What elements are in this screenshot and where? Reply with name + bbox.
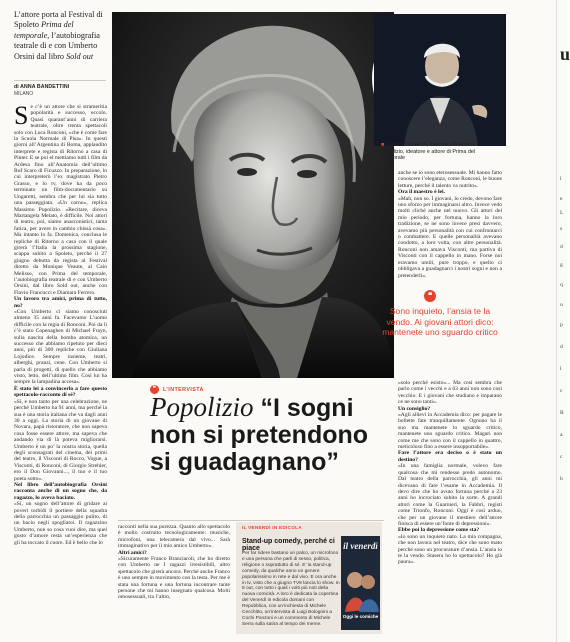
edge-text-fragment: L	[560, 210, 564, 216]
paragraph: racconti nella sua purezza. Quanto allo spettacolo è molto costruito tecnologicamente: musiche, microfoni, una telecamera dal vivo... Sarà immaginativo per il mio amico Umberto».	[118, 524, 230, 550]
portrait-photo	[112, 12, 394, 378]
answer: «Io sono un inquieto nato. La mia compagna, che non lavora nel teatro, dice che sono mato perché sono un procurature d’ansia. L’ansia io te la vendo. Stasera ho lo spettacolo? Ho già paura».	[398, 533, 502, 566]
answer: «Sicuramente Franco Branciaroli, che ho diretto con Umberto ne I ragazzi irresistibili, altro spettacolo che girerà ancora. Perché anche Franco è uno sempre in movimento con la testa. Per me è stata una fortuna e una fortuna incontrare tante persone che mi hanno insegnato qualcosa. Molti omosessuali, tra l’altro,	[118, 556, 230, 601]
question: Nel libro dell’autobiografia Orsini racconta anche di un sogno che, da ragazzo, lo aveva baciato.	[14, 481, 107, 501]
intro-text-2: , l’autobiografia teatrale di e con Umberto Orsini dal libro	[14, 30, 100, 61]
answer: «solo perché esisto»... Ma così sembra che parlo come i vecchi e a 63 anni non sono così vecchio. E i giovani che studiano e imparano ce ne sono tanti».	[398, 380, 502, 406]
edge-headline-fragment: u	[560, 44, 570, 64]
inset-caption-text: Umberto Orsini 4, insieme a Massimo Popolizio, ideatore e attore di Prima del temporale	[381, 142, 476, 162]
edge-text-fragment: u	[560, 302, 563, 308]
question: Altri amici?	[118, 549, 147, 556]
intro-title-em: Prima del temporale	[14, 20, 74, 40]
question: Un consiglio?	[398, 405, 431, 412]
byline-author: di ANNA BANDETTINI	[14, 84, 70, 90]
edge-text-fragment: l	[560, 366, 562, 372]
answer: «Mah, non so. I giovani, lo credo, devono fare uno sforzo per immaginarsi altro. Invece vedo molti cliché anche nel nuovo. Gli attori del mio periodo, per fortuna, hanno la loro tradizione, se ne sono invece presi davvero, avevamo più personalità con cui confrontarci o combattere. E quelle personalità avevano condotto, a loro volta, con altre personalità. Ronconi non amava Visconti, ma partiva di Visconti con il cappello in mano. Forse noi eravamo umili, pure troppo, e quello ci obbligava a guadagnarci i nostri sogni e non a pretenderli».	[398, 195, 502, 279]
question: Un lavoro tra amici, prima di tutto, no?	[14, 296, 107, 309]
byline-city: MILANO	[14, 91, 34, 97]
article-intro	[14, 10, 106, 62]
edge-text-fragment: s	[560, 226, 563, 232]
inset-portrait-illustration	[374, 14, 506, 146]
promo-title: Stand-up comedy, perché ci piace	[242, 538, 335, 552]
edge-text-fragment: e	[560, 196, 563, 202]
edge-text-fragment: q	[560, 282, 563, 288]
cover-title: il venerdì	[343, 541, 378, 551]
text-column-3-top	[398, 170, 502, 288]
caption-bullet-icon: ■	[381, 142, 386, 148]
edge-text-fragment: p	[560, 322, 563, 328]
inset-caption	[381, 142, 496, 162]
portrait-illustration	[112, 12, 394, 378]
magazine-cover	[341, 536, 380, 630]
intro-text: L’attore porta al Festival di Spoleto	[14, 10, 103, 30]
inset-photo	[372, 12, 504, 144]
drop-cap: S	[14, 101, 29, 130]
kicker-label: L’INTERVISTA	[163, 386, 204, 393]
question: Fare l’attore era deciso o è stato un destino?	[398, 450, 502, 463]
edge-text-fragment: g	[560, 262, 563, 268]
promo-text: Per far ridere bastano un palco, un microfono e una persona che parli di sesso, politica, religione o soprattutto di sé. E’ la stand-up comedy, da qualche anno un genere popolarissimo in rete e dal vivo. E ora anche in tv, visto che a giugno TV8 lancia lo show. In 8 out, con tutto i quali i volti più noti della nuova comicità. A loro è dedicata la copertina del Venerdì in edicola domani con Repubblica, con un’inchiesta di Michele Cecchitto, un’intervista di Luigi Bolognini a Cochi Ponzoni e un commento di Michele Serra sulla satira al tempo dei meme.	[242, 551, 340, 627]
answer: «Si, un sogno dell’attore di gridare ai poveri torbidi il portiere della squadra della parrocchia un passaggio pulito, di un bacio negli spogliatoi. Il ragazzino Umberto, non so cosa vuoi dire, ma quel gusto d’amore resta un’esperienza che gli ha toccato il cuore. Ed è bello che lo	[14, 501, 107, 546]
answer: «Con Umberto ci siamo conosciuti almeno 35 anni fa. Facevamo L’uomo difficile con la regia di Ronconi. Poi da lì c’è stato Copenaghen di Michael Frayn, sulla nascita della bomba atomica, un successo che abbiamo ripetuto per dieci anni, più di 300 repliche con Giuliana Lojodice. Sempre insieme, teatri, alberghi, pranzi, cene. Con Umberto si parla di progetti, di quello che abbiamo visto, letto, dell’ultimo film. Così lui ha sempre la lampadina accesa».	[14, 309, 107, 386]
answer: «Agli allievi in Accademia dico: per pagare le bollette fate tranquillamente. Ognuno ha il suo ma mantenete lo sguardo critico, mantenete uno sguardo critico. Magari non come me che sono con il cappello in quattro, meticoloso fino a essere insopportabile».	[398, 412, 502, 451]
edge-text-fragment: l	[560, 176, 562, 182]
question: Ebbe poi la depressione come sta?	[398, 527, 480, 534]
lead-paragraph: e c’è un attore che si strameritia popolarità e successo, eccolo. Quasi quarant’anni di carriera teatrale, oltre trenta spettacoli solo con Luca Ronconi, «che è come fare la Scuola Normale di Pisa». In questi giorni all’Argentina di Roma, applaudito interprete e regista di Ritorno a casa di Pinter. E se poi el mettiamo tutti i film da Ardesa fino all’Anatomia dell’ultimo Ruf Scaro di Ficuzzo. In preparazione, lo cui interpreterò l’ex magistrato Pietro Grasso, e lo tv, dove ha da poco terminato un film-documentario su Ungaretti, sembra che per lui sia tutto una passeggiata. «Un corno», replica Massimo Popolizio. «Recitare, diceva Martangela Melato, è difficile. Noi attori di teatro, poi, siamo anacronistici, tanta fatica, per avere in cambio chissà cosa». Ma intanto lo fa. Domenica, conclusa le repliche di Ritorno a casa con il quale girerà l’Italia la prossima stagione, scappa subito a Spoleto, perché il 27 giugno debutta da regista al Festival diretto da Monique Veaute, al Caio Melisso, con Prima del temporale, l’autobiografia teatrale di e con Umberto Orsini, dal libro Sold out, anche con Flavio Francucci e Diamara Ferrero.	[14, 104, 107, 296]
pull-quote: Sono inquieto, l’ansia te la vendo. Ai giovani attori dico: mantenete uno sguardo critico	[382, 306, 498, 338]
divider	[14, 80, 106, 81]
answer: «In una famiglia normale, volevo fare qualcosa che mi rendesse predo autonomo. Dal teatro della parrocchia, gli anni mi dicevano di fare l’esame in Accademia. Il devo dire che ho avuto fortuna perché a 23 anni ho incrociato subito la sorte. A grandi attori come la Guarnieri, la Fabbri, registi come Trionfo, Ronconi. Oggi è così arduo, che per un giovane il mestiere dell’attore finisca di essere un’fonte di depressioni».	[398, 463, 502, 527]
edge-text-fragment: c	[560, 388, 563, 394]
edge-text-fragment: R	[560, 410, 564, 416]
quote-icon: ❝	[424, 290, 436, 302]
text-column-2	[118, 524, 230, 636]
edge-text-fragment: c	[560, 454, 563, 460]
headline	[150, 394, 382, 476]
adjacent-article-edge	[556, 0, 570, 642]
headline-quote: “I sogni non si pretendono si guadagnano”	[150, 394, 369, 476]
edge-text-fragment: b	[560, 476, 563, 482]
headline-name: Popolizio	[150, 392, 254, 422]
answer: «Sì, e non tanto per una celebrazione, ne perché Umberto ha 91 anni, ma perché la sua è una storia italiana che va dagli anni 30 a oggi. La storia di un giovane di Novara, papà ristoratore, che non sapeva cosa fosse essere attore, ma sapeva che andando via di là poteva migliorarsi. Umberto è un po’ la nostra storia, quella degli sconsagrati del cinema, dei primi del teatro, il Visconti di Rocco, Vogue, a Visconti, di Ronconi, di Giorgio Strehler, ero il Don Giovanni..., il tuo e il tuo poeta sotto».	[14, 398, 107, 482]
promo-kicker: IL VENERDÌ IN EDICOLA	[242, 525, 302, 530]
edge-text-fragment: d	[560, 344, 563, 350]
question: È stato lei a convincerlo a fare questo spettacolo-racconto di sé?	[14, 385, 107, 399]
byline	[14, 84, 106, 97]
edge-text-fragment: a	[560, 432, 563, 438]
paragraph: anche se io sono eterosessuale. Mi hanno fatto conoscere l’eleganza, come Ronconi, le buone letture, perché il talento va nutrito».	[398, 170, 502, 189]
question: Ora il maestro è lei.	[398, 189, 445, 196]
text-column-1	[14, 101, 107, 638]
intro-book-em: Sold out	[66, 51, 94, 61]
text-column-3-bottom	[398, 380, 502, 636]
divider	[118, 520, 384, 521]
edge-text-fragment: d	[560, 244, 563, 250]
interview-icon: ❝	[150, 385, 159, 394]
cover-subtitle: Oggi le comiche	[342, 614, 379, 619]
